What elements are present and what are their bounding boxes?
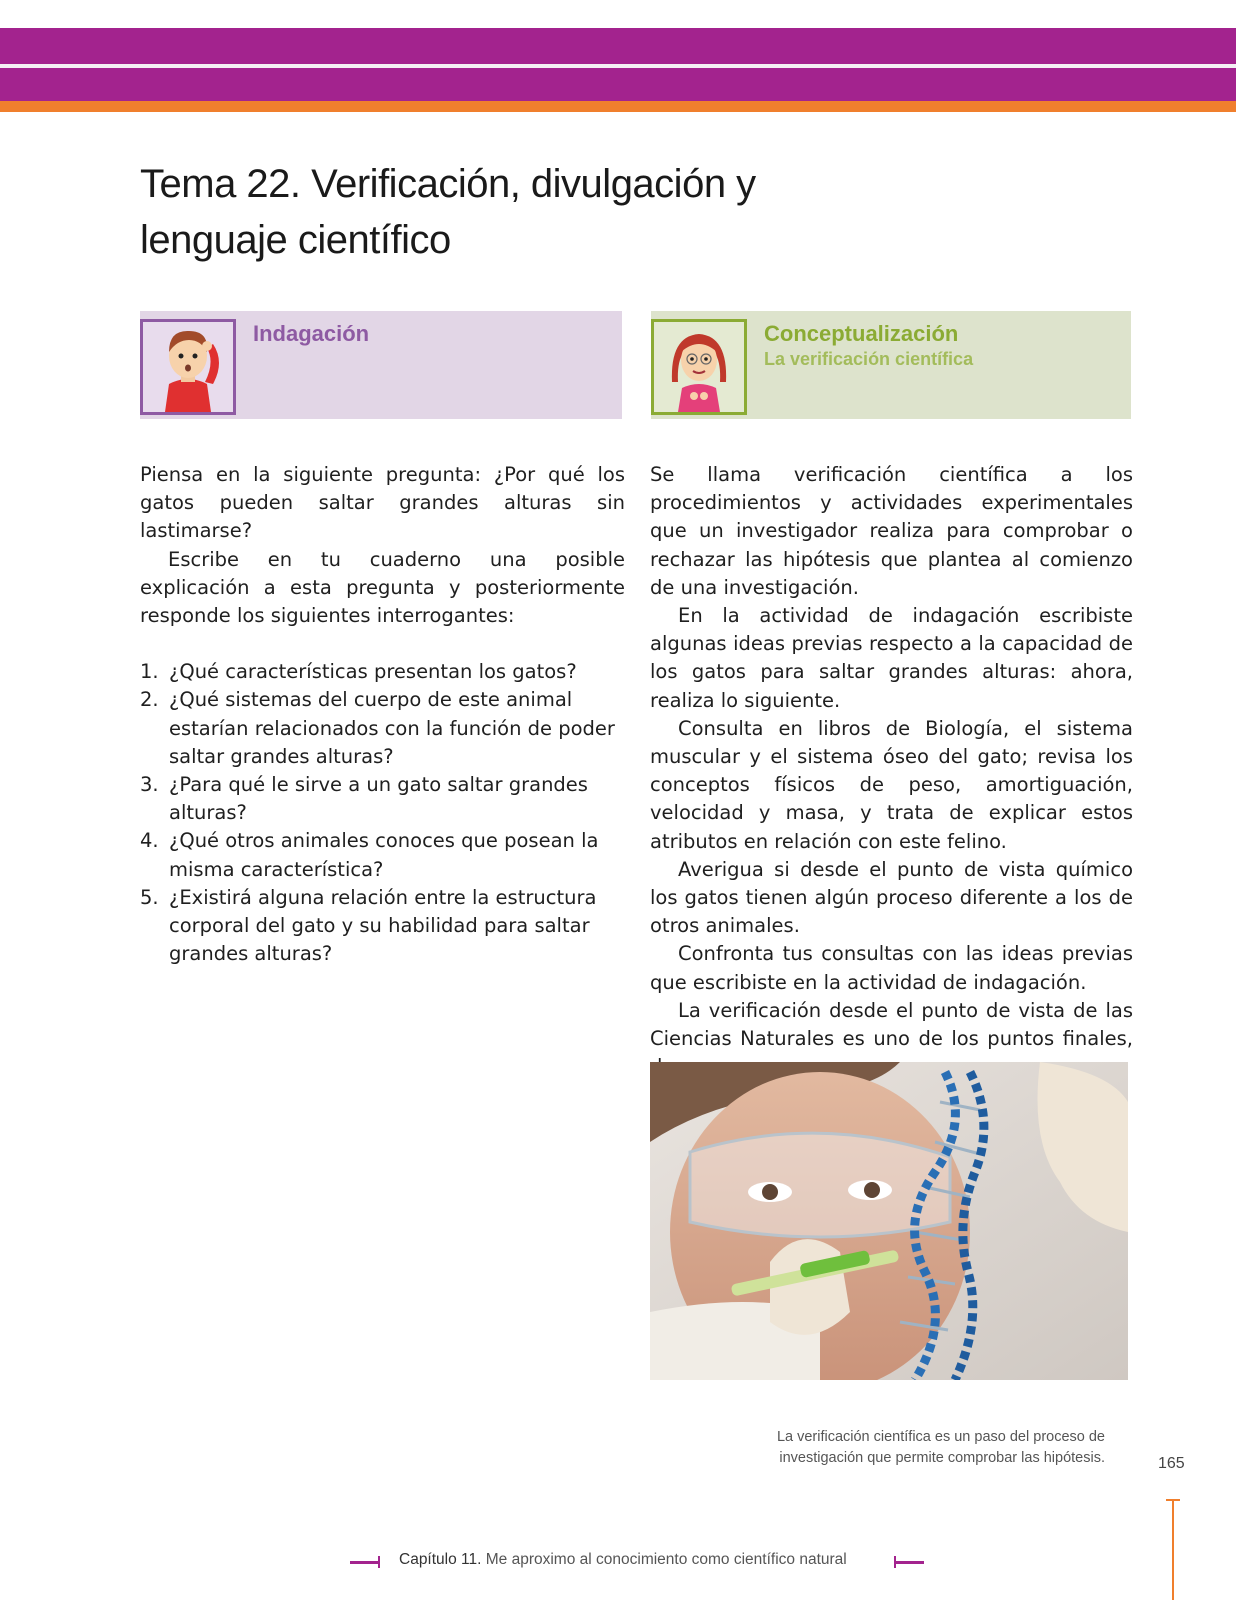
conceptualizacion-paragraph-3: Consulta en libros de Biología, el sistema muscular y el sistema óseo del gato; revisa los conceptos físicos de peso, amortiguación, velocidad y masa, y trata de explicar estos atributos en relación con este felino. bbox=[650, 716, 1133, 853]
header-band-middle bbox=[0, 68, 1236, 101]
conceptualizacion-paragraph-2: En la actividad de indagación escribiste algunas ideas previas respecto a la capacidad de los gatos para saltar grandes alturas: ahora, realiza lo siguiente. bbox=[650, 604, 1133, 712]
indagacion-heading: Indagación bbox=[253, 321, 370, 346]
question-item bbox=[140, 884, 625, 969]
indagacion-paragraph-2: Escribe en tu cuaderno una posible explicación a esta pregunta y posteriormente responde los siguientes interrogantes: bbox=[140, 547, 625, 628]
indagacion-paragraph-1: Piensa en la siguiente pregunta: ¿Por qué los gatos pueden saltar grandes alturas sin lastimarse? bbox=[140, 463, 625, 543]
photo-caption-line-2: investigación que permite comprobar las hipótesis. bbox=[779, 1450, 1105, 1466]
footer-chapter-title: Me aproximo al conocimiento como científico natural bbox=[485, 1551, 847, 1568]
conceptualizacion-subheading: La verificación científica bbox=[764, 349, 974, 369]
footer-chapter-label: Capítulo 11. bbox=[399, 1551, 482, 1568]
page-footer bbox=[0, 1551, 1236, 1573]
indagacion-text-column bbox=[140, 461, 625, 968]
page-title-line-1: Tema 22. Verificación, divulgación y bbox=[140, 162, 756, 206]
questions-list bbox=[140, 658, 625, 968]
header-band-top bbox=[0, 28, 1236, 64]
footer-chapter-text bbox=[399, 1551, 847, 1569]
page-title bbox=[140, 156, 840, 268]
conceptualizacion-text-column bbox=[650, 461, 1133, 1081]
question-item bbox=[140, 658, 625, 686]
boy-thinking-illustration bbox=[143, 322, 233, 412]
page-title-line-2: lenguaje científico bbox=[140, 218, 451, 262]
photo-caption-line-1: La verificación científica es un paso del proceso de bbox=[776, 1429, 1105, 1445]
footer-left-tick bbox=[378, 1556, 380, 1568]
question-text: ¿Qué características presentan los gatos? bbox=[169, 660, 577, 684]
question-number: 2. bbox=[140, 688, 159, 712]
indagacion-section-header bbox=[140, 311, 622, 419]
question-text: ¿Qué otros animales conoces que posean la misma característica? bbox=[169, 829, 599, 881]
question-item bbox=[140, 686, 625, 771]
girl-explaining-illustration bbox=[654, 322, 744, 412]
footer-right-dash bbox=[894, 1561, 924, 1564]
conceptualizacion-paragraph-5: Confronta tus consultas con las ideas previas que escribiste en la actividad de indagación. bbox=[650, 942, 1133, 994]
conceptualizacion-section-header bbox=[651, 311, 1131, 419]
footer-left-dash bbox=[350, 1561, 380, 1564]
scientist-dna-photo bbox=[650, 1062, 1128, 1380]
question-number: 4. bbox=[140, 829, 159, 853]
girl-explaining-icon bbox=[651, 319, 747, 415]
boy-thinking-icon bbox=[140, 319, 236, 415]
conceptualizacion-paragraph-6: La verificación desde el punto de vista de las Ciencias Naturales es uno de los puntos finales, bbox=[650, 998, 1133, 1051]
question-item bbox=[140, 771, 625, 827]
scientist-dna-illustration bbox=[650, 1062, 1128, 1380]
page-number: 165 bbox=[1158, 1455, 1185, 1472]
conceptualizacion-paragraph-1: Se llama verificación científica a los procedimientos y actividades experimentales que un investigador realiza para comprobar o rechazar las hipótesis que plantea al comienzo de una investigación. bbox=[650, 463, 1133, 599]
question-number: 3. bbox=[140, 773, 159, 797]
question-number: 1. bbox=[140, 660, 159, 684]
question-number: 5. bbox=[140, 885, 159, 909]
page-margin-marker bbox=[1172, 1499, 1174, 1600]
conceptualizacion-paragraph-4: Averigua si desde el punto de vista químico los gatos tienen algún proceso diferente a los de otros animales. bbox=[650, 857, 1133, 938]
header-band-orange bbox=[0, 101, 1236, 112]
question-text: ¿Para qué le sirve a un gato saltar grandes alturas? bbox=[169, 773, 588, 825]
question-text: ¿Qué sistemas del cuerpo de este animal estarían relacionados con la función de poder saltar grandes alturas? bbox=[169, 688, 615, 768]
photo-caption bbox=[700, 1427, 1105, 1469]
question-item bbox=[140, 827, 625, 883]
conceptualizacion-heading: Conceptualización bbox=[764, 321, 959, 346]
question-text: ¿Existirá alguna relación entre la estructura corporal del gato y su habilidad para saltar grandes alturas? bbox=[169, 885, 597, 966]
